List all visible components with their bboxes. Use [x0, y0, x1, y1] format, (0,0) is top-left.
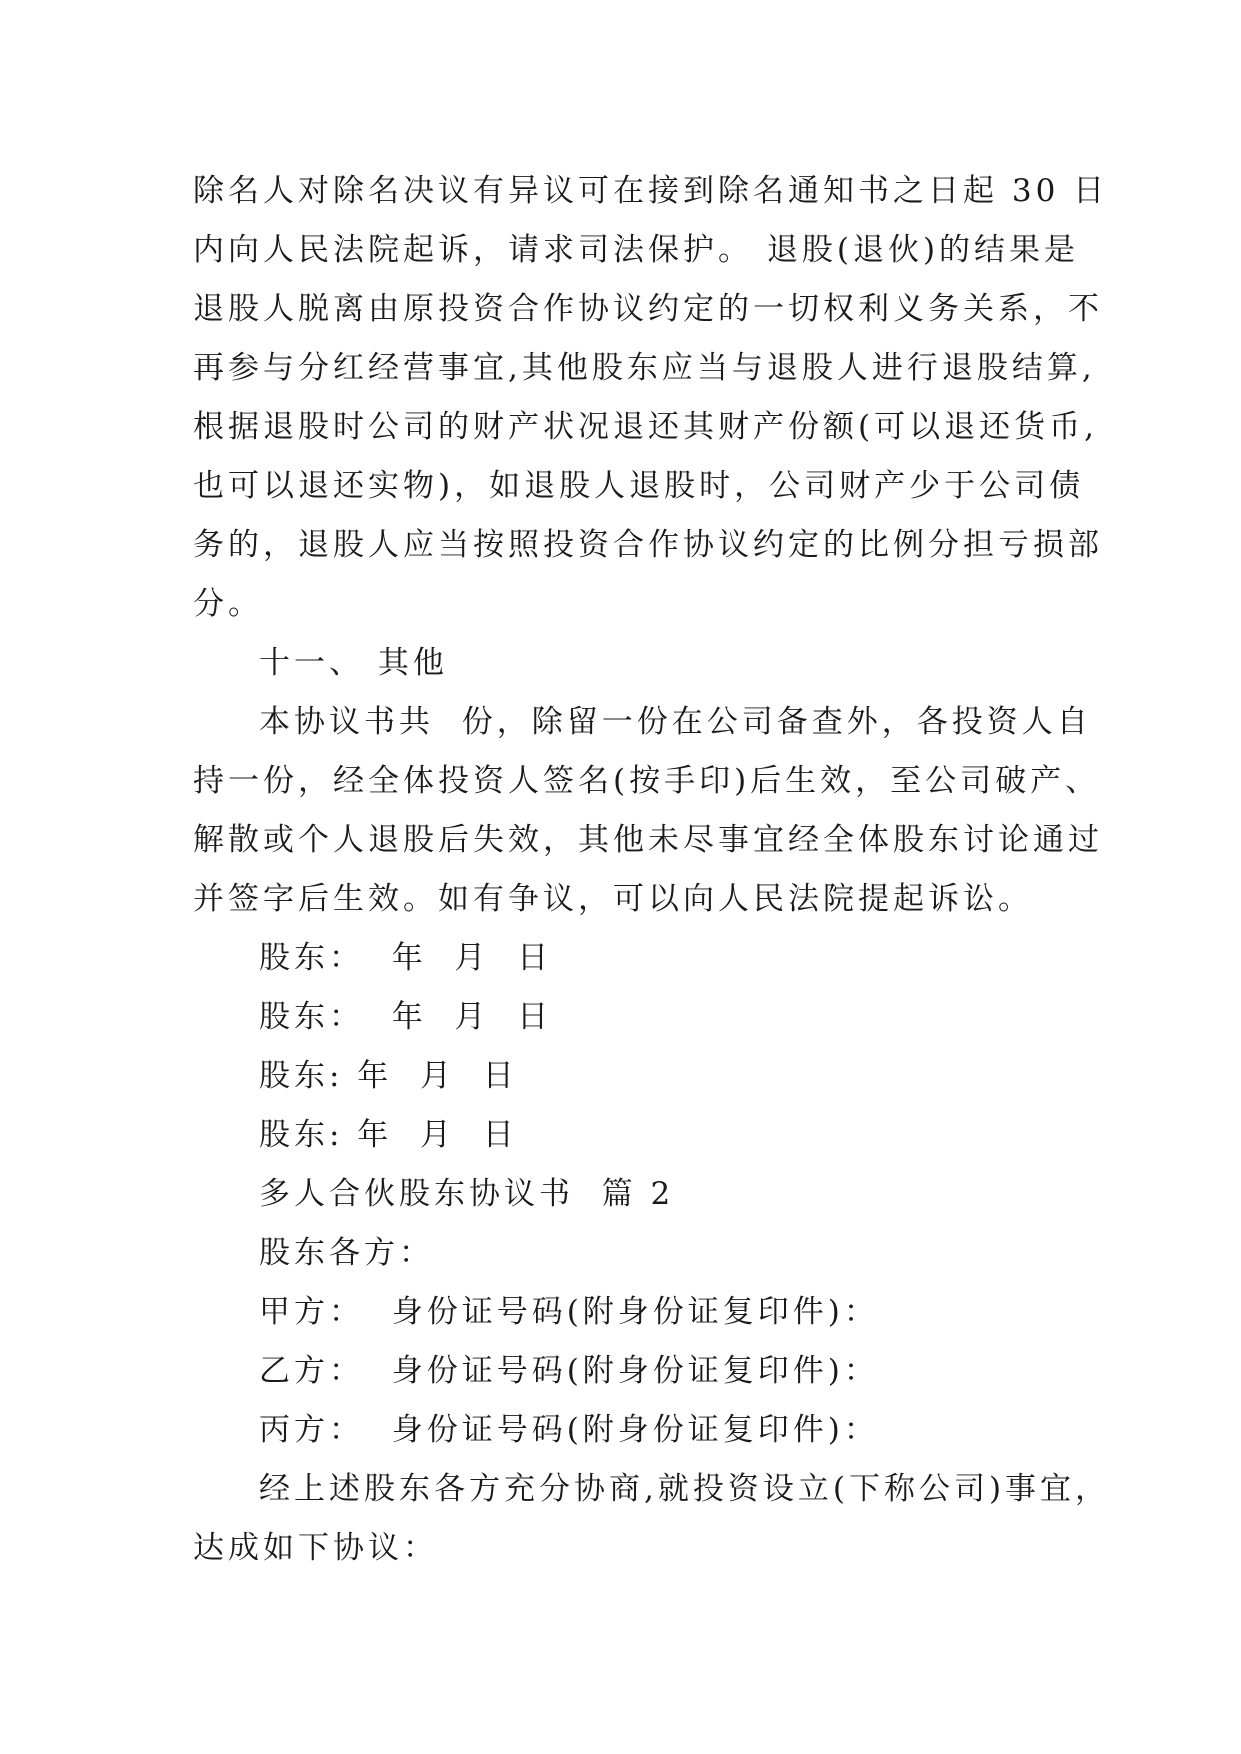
text-line: 股东各方：	[259, 1235, 434, 1271]
text-line: 经上述股东各方充分协商,就投资设立(下称公司)事宜，	[259, 1471, 1111, 1507]
text-line: 再参与分红经营事宜,其他股东应当与退股人进行退股结算,	[193, 350, 1096, 386]
text-line: 本协议书共 份，除留一份在公司备查外，各投资人自	[259, 704, 1092, 740]
text-line: 内向人民法院起诉，请求司法保护。 退股(退伙)的结果是	[193, 232, 1080, 268]
party-line: 乙方： 身份证号码(附身份证复印件)：	[259, 1353, 879, 1389]
text-line: 持一份，经全体投资人签名(按手印)后生效，至公司破产、	[193, 763, 1101, 799]
text-line: 分。	[193, 586, 263, 622]
signature-line: 股东: 年 月 日	[259, 1058, 518, 1094]
document-title: 多人合伙股东协议书 篇 2	[259, 1176, 675, 1212]
text-line: 根据退股时公司的财产状况退还其财产份额(可以退还货币,	[193, 409, 1098, 445]
party-line: 甲方： 身份证号码(附身份证复印件)：	[259, 1294, 879, 1330]
party-line: 丙方： 身份证号码(附身份证复印件)：	[259, 1412, 879, 1448]
document-body	[193, 162, 1111, 1578]
text-line: 并签字后生效。如有争议，可以向人民法院提起诉讼。	[193, 881, 1033, 917]
text-line: 解散或个人退股后失效，其他未尽事宜经全体股东讨论通过	[193, 822, 1103, 858]
text-line: 务的，退股人应当按照投资合作协议约定的比例分担亏损部	[193, 527, 1103, 563]
signature-line: 股东: 年 月 日	[259, 1117, 518, 1153]
section-heading: 十一、 其他	[259, 645, 448, 681]
signature-line: 股东： 年 月 日	[259, 940, 553, 976]
signature-line: 股东： 年 月 日	[259, 999, 553, 1035]
text-line: 也可以退还实物)，如退股人退股时，公司财产少于公司债	[193, 468, 1085, 504]
text-line: 退股人脱离由原投资合作协议约定的一切权利义务关系，不	[193, 291, 1103, 327]
text-line: 达成如下协议：	[193, 1530, 438, 1566]
text-line: 除名人对除名决议有异议可在接到除名通知书之日起 30 日	[193, 173, 1109, 209]
